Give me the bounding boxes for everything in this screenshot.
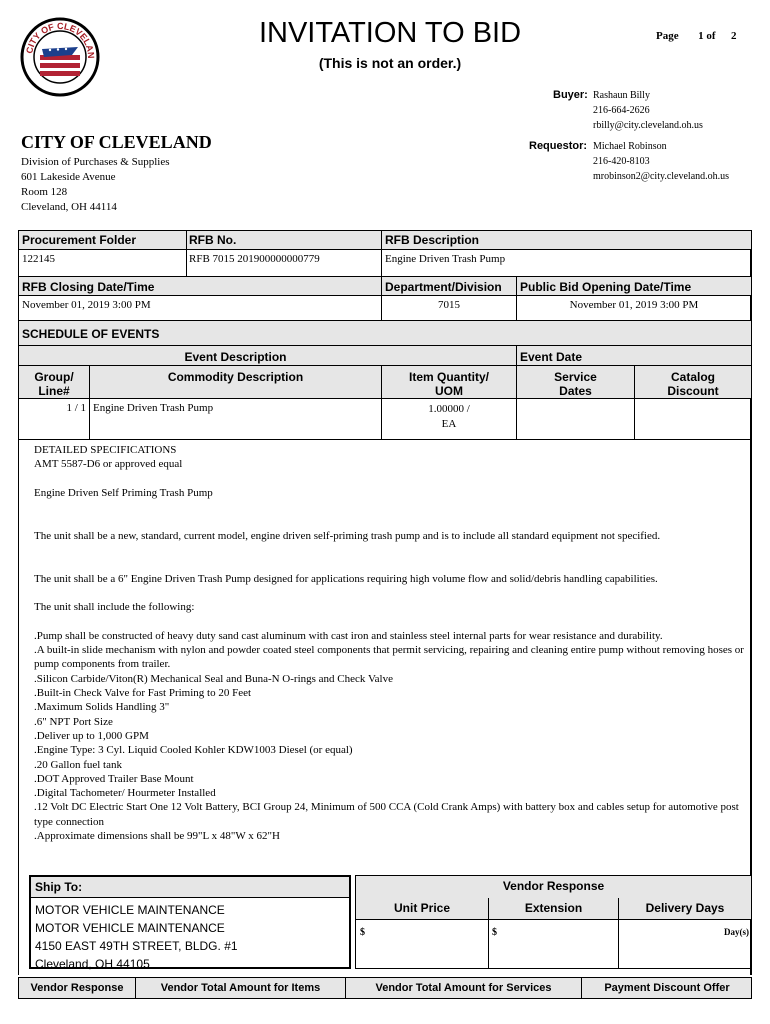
schedule-title: SCHEDULE OF EVENTS [22, 327, 160, 341]
footer-total-services: Vendor Total Amount for Services [375, 982, 552, 994]
spec-line: .DOT Approved Trailer Base Mount [34, 772, 194, 785]
group-line-header [19, 370, 89, 398]
line-item-quantity [382, 402, 516, 432]
footer-total-items: Vendor Total Amount for Items [160, 982, 321, 994]
department-label: Department/Division [385, 280, 502, 294]
vendor-response-title: Vendor Response [502, 879, 605, 893]
commodity-header: Commodity Description [167, 370, 304, 384]
closing-date-label: RFB Closing Date/Time [22, 280, 155, 294]
footer-vendor-response: Vendor Response [30, 982, 124, 994]
spec-line: .12 Volt DC Electric Start One 12 Volt Battery, BCI Group 24, Minimum of 500 CCA (Cold Crank Amps) with battery box and cables setup for automotive post type connection [34, 801, 739, 828]
detailed-specifications [34, 443, 750, 843]
delivery-days-unit: Day(s) [724, 927, 749, 937]
page-total: 2 [731, 30, 737, 42]
line-item-qty: 1.00000 / [428, 403, 470, 415]
page-label: Page [656, 30, 679, 42]
buyer-phone: 216-664-2626 [593, 105, 650, 116]
spec-line: The unit shall be a new, standard, current model, engine driven self-priming trash pump and is to include all standard equipment not specified. [34, 529, 661, 542]
org-division: Division of Purchases & Supplies [21, 156, 170, 168]
ship-to-line3: 4150 EAST 49TH STREET, BLDG. #1 [35, 939, 238, 953]
delivery-days-header: Delivery Days [645, 901, 725, 915]
requestor-name: Michael Robinson [593, 141, 667, 152]
spec-line: DETAILED SPECIFICATIONS [34, 444, 177, 456]
ship-to-line4: Cleveland, OH 44105 [35, 957, 150, 971]
ship-to-label: Ship To: [35, 880, 83, 894]
quantity-uom-header [382, 370, 516, 398]
spec-line: .Approximate dimensions shall be 99"L x 48"W x 62"H [34, 830, 280, 843]
requestor-info [593, 139, 729, 184]
page-indicator [656, 30, 737, 42]
opening-date-value: November 01, 2019 3:00 PM [569, 299, 699, 311]
org-room: Room 128 [21, 186, 68, 198]
extension-field[interactable] [502, 923, 615, 963]
vendor-response-box [355, 875, 752, 969]
opening-date-label: Public Bid Opening Date/Time [520, 280, 692, 294]
rfb-description-label: RFB Description [385, 233, 480, 247]
page-number: 1 [698, 30, 704, 42]
unit-price-dollar: $ [360, 927, 365, 938]
procurement-folder-value: 122145 [22, 253, 55, 265]
department-value: 7015 [438, 299, 460, 311]
city-seal-logo [20, 17, 100, 97]
line-item-group-line: 1 / 1 [66, 402, 86, 414]
quantity-header: Item Quantity/ [408, 370, 489, 384]
spec-line: The unit shall include the following: [34, 601, 195, 614]
footer-row [18, 977, 752, 999]
event-date-header: Event Date [520, 350, 583, 364]
spec-line: .Digital Tachometer/ Hourmeter Installed [34, 787, 216, 800]
requestor-phone: 216-420-8103 [593, 156, 650, 167]
catalog-header: Catalog [670, 370, 715, 384]
line-item-description: Engine Driven Trash Pump [93, 402, 214, 414]
spec-line: .20 Gallon fuel tank [34, 758, 122, 771]
unit-price-field[interactable] [370, 923, 485, 963]
requestor-email[interactable]: mrobinson2@city.cleveland.oh.us [593, 171, 730, 182]
spec-line [34, 514, 750, 528]
service-dates-header [517, 370, 634, 398]
spec-line [34, 557, 750, 571]
catalog-discount-header [635, 370, 751, 398]
delivery-days-field[interactable] [621, 923, 711, 963]
group-header: Group/ [34, 370, 74, 384]
line-item-uom: EA [441, 418, 457, 430]
buyer-label: Buyer: [553, 89, 588, 101]
page-of: of [706, 30, 716, 42]
line-header: Line# [38, 384, 70, 398]
spec-line [34, 615, 750, 629]
service-header: Service [554, 370, 597, 384]
page-title: INVITATION TO BID [258, 17, 522, 49]
spec-line: .Silicon Carbide/Viton(R) Mechanical Seal and Buna-N O-rings and Check Valve [34, 672, 393, 685]
ship-to-box [29, 875, 351, 969]
spec-line [34, 472, 750, 486]
page-subtitle: (This is not an order.) [318, 55, 462, 71]
spec-line: .Built-in Check Valve for Fast Priming to 20 Feet [34, 687, 252, 700]
org-street: 601 Lakeside Avenue [21, 171, 116, 183]
spec-line: .Deliver up to 1,000 GPM [34, 729, 149, 742]
ship-to-address [35, 901, 238, 973]
spec-line: Engine Driven Self Priming Trash Pump [34, 486, 213, 499]
spec-line: .A built-in slide mechanism with nylon and powder coated steel components that permit servicing, repairing and cleaning entire pump without removing hoses or pump components from trailer. [34, 644, 744, 671]
dates-header: Dates [559, 384, 592, 398]
procurement-folder-label: Procurement Folder [22, 233, 137, 247]
org-address [21, 155, 170, 215]
svg-text:CITY OF CLEVELAND OHIO: CITY OF CLEVELAN [24, 20, 97, 59]
requestor-label: Requestor: [529, 140, 588, 152]
uom-header: UOM [435, 384, 463, 398]
unit-price-header: Unit Price [393, 901, 450, 915]
closing-date-value: November 01, 2019 3:00 PM [22, 299, 151, 311]
spec-line: AMT 5587-D6 or approved equal [34, 458, 183, 471]
spec-line: .6" NPT Port Size [34, 715, 113, 728]
rfb-description-value: Engine Driven Trash Pump [385, 253, 506, 265]
discount-header: Discount [667, 384, 719, 398]
event-description-header: Event Description [184, 350, 287, 364]
buyer-email[interactable]: rbilly@city.cleveland.oh.us [593, 120, 703, 131]
extension-dollar: $ [492, 927, 497, 938]
org-name: CITY OF CLEVELAND [21, 132, 212, 152]
extension-header: Extension [524, 901, 583, 915]
spec-line: .Maximum Solids Handling 3" [34, 701, 170, 714]
ship-to-line1: MOTOR VEHICLE MAINTENANCE [35, 903, 225, 917]
spec-line: .Pump shall be constructed of heavy duty sand cast aluminum with cast iron and stainless steel internal parts for wear resistance and durability. [34, 629, 663, 642]
buyer-name: Rashaun Billy [593, 90, 650, 101]
spec-line [34, 500, 750, 514]
rfb-no-label: RFB No. [189, 233, 237, 247]
spec-line [34, 543, 750, 557]
org-city: Cleveland, OH 44114 [21, 201, 117, 213]
ship-to-line2: MOTOR VEHICLE MAINTENANCE [35, 921, 225, 935]
spec-line [34, 586, 750, 600]
spec-line: The unit shall be a 6" Engine Driven Trash Pump designed for applications requiring high volume flow and solid/debris handling capabilities. [34, 572, 658, 585]
rfb-no-value: RFB 7015 201900000000779 [189, 253, 320, 265]
spec-line: .Engine Type: 3 Cyl. Liquid Cooled Kohler KDW1003 Diesel (or equal) [34, 744, 353, 757]
footer-payment-discount: Payment Discount Offer [604, 982, 730, 994]
buyer-info [593, 88, 703, 133]
